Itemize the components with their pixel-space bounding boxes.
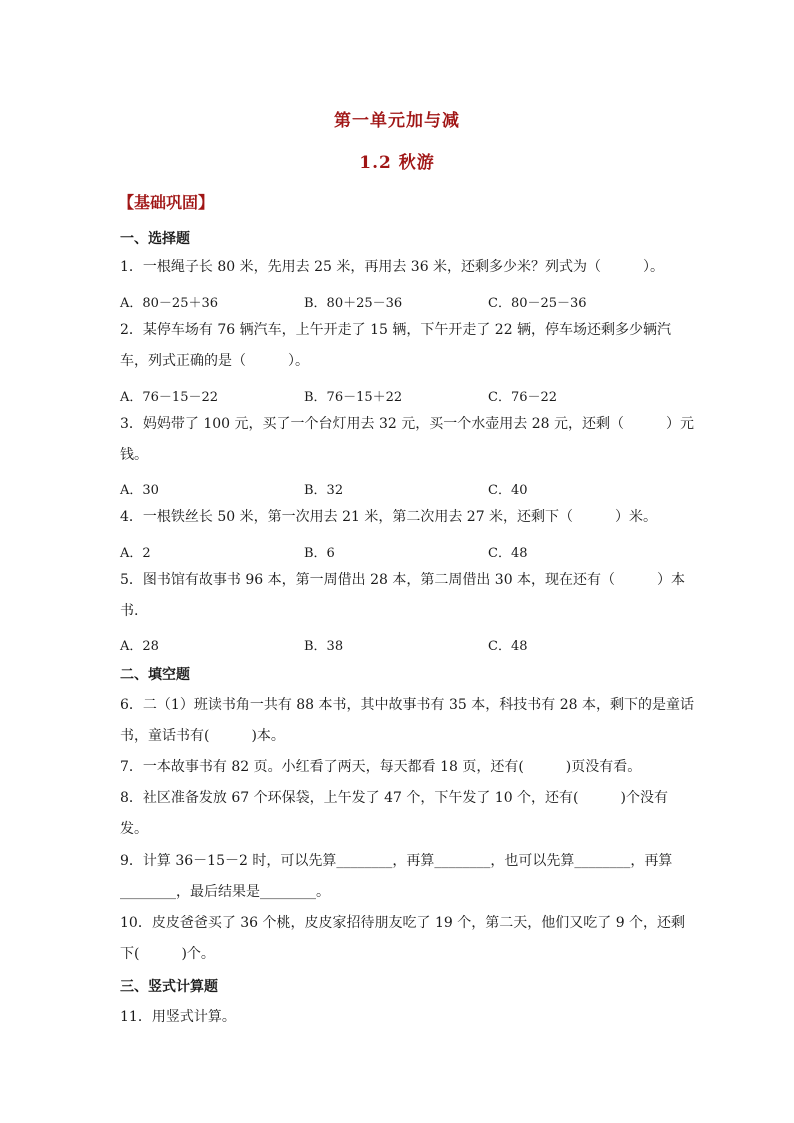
question-3 <box>120 409 694 471</box>
option-b[interactable]: B．6 <box>304 546 335 561</box>
option-a[interactable]: A．76－15－22 <box>120 390 219 405</box>
question-1 <box>120 252 676 283</box>
option-a[interactable]: A．30 <box>120 483 159 498</box>
question-9 <box>120 846 676 908</box>
basic-consolidation-tag: 【基础巩固】 <box>118 193 215 212</box>
unit-title: 第一单元加与减 <box>334 111 460 131</box>
option-b[interactable]: B．32 <box>304 483 344 498</box>
option-b[interactable]: B．76－15＋22 <box>304 390 403 405</box>
lesson-title: 1.2 秋游 <box>359 153 435 173</box>
question-4 <box>120 502 676 533</box>
question-11 <box>120 1002 676 1033</box>
option-a[interactable]: A．2 <box>120 546 151 561</box>
section-vertical-calculation: 三、竖式计算题 <box>120 979 218 995</box>
question-text: 9．计算 36－15－2 时，可以先算________，再算________，也可以先算________，再算 <box>120 853 673 869</box>
question-text: 4．一根铁丝长 50 米，第一次用去 21 米，第二次用去 27 米，还剩下（ ）米。 <box>120 509 658 525</box>
question-text: 书. <box>120 603 139 619</box>
question-text: 书，童话书有( )本。 <box>120 728 285 744</box>
option-c[interactable]: C．48 <box>488 639 528 654</box>
question-text: 车，列式正确的是（ ）。 <box>120 353 309 369</box>
question-text: 5．图书馆有故事书 96 本，第一周借出 28 本，第二周借出 30 本，现在还有（ ）本 <box>120 572 686 588</box>
question-text: 发。 <box>120 821 148 837</box>
option-b[interactable]: B．80＋25－36 <box>304 296 403 311</box>
question-7 <box>120 752 676 783</box>
question-5 <box>120 565 686 627</box>
option-c[interactable]: C．80－25－36 <box>488 296 587 311</box>
option-c[interactable]: C．48 <box>488 546 528 561</box>
question-text: 10．皮皮爸爸买了 36 个桃，皮皮家招待朋友吃了 19 个，第二天，他们又吃了 9 个，还剩 <box>120 915 686 931</box>
question-text: 钱。 <box>120 447 148 463</box>
question-text: 8．社区准备发放 67 个环保袋，上午发了 47 个，下午发了 10 个，还有( )个没有 <box>120 790 668 806</box>
question-10 <box>120 908 686 970</box>
question-text: 1．一根绳子长 80 米，先用去 25 米，再用去 36 米，还剩多少米？列式为（ ）。 <box>120 259 665 275</box>
question-2 <box>120 315 676 377</box>
option-c[interactable]: C．40 <box>488 483 528 498</box>
question-text: 11．用竖式计算。 <box>120 1009 236 1025</box>
section-fill-in-blank: 二、填空题 <box>120 667 190 683</box>
option-b[interactable]: B．38 <box>304 639 344 654</box>
option-a[interactable]: A．80－25＋36 <box>120 296 219 311</box>
question-text: 7．一本故事书有 82 页。小红看了两天，每天都看 18 页，还有( )页没有看。 <box>120 759 642 775</box>
question-6 <box>120 690 694 752</box>
question-text: 2．某停车场有 76 辆汽车，上午开走了 15 辆，下午开走了 22 辆，停车场还剩多少辆汽 <box>120 322 672 338</box>
question-text: 下( )个。 <box>120 946 215 962</box>
section-multiple-choice: 一、选择题 <box>120 231 190 247</box>
option-a[interactable]: A．28 <box>120 639 159 654</box>
question-text: ________，最后结果是________。 <box>120 884 330 900</box>
question-text: 6．二（1）班读书角一共有 88 本书，其中故事书有 35 本，科技书有 28 本，剩下的是童话 <box>120 697 694 713</box>
question-8 <box>120 783 676 845</box>
option-c[interactable]: C．76－22 <box>488 390 558 405</box>
question-text: 3．妈妈带了 100 元，买了一个台灯用去 32 元，买一个水壶用去 28 元，还剩（ ）元 <box>120 416 694 432</box>
